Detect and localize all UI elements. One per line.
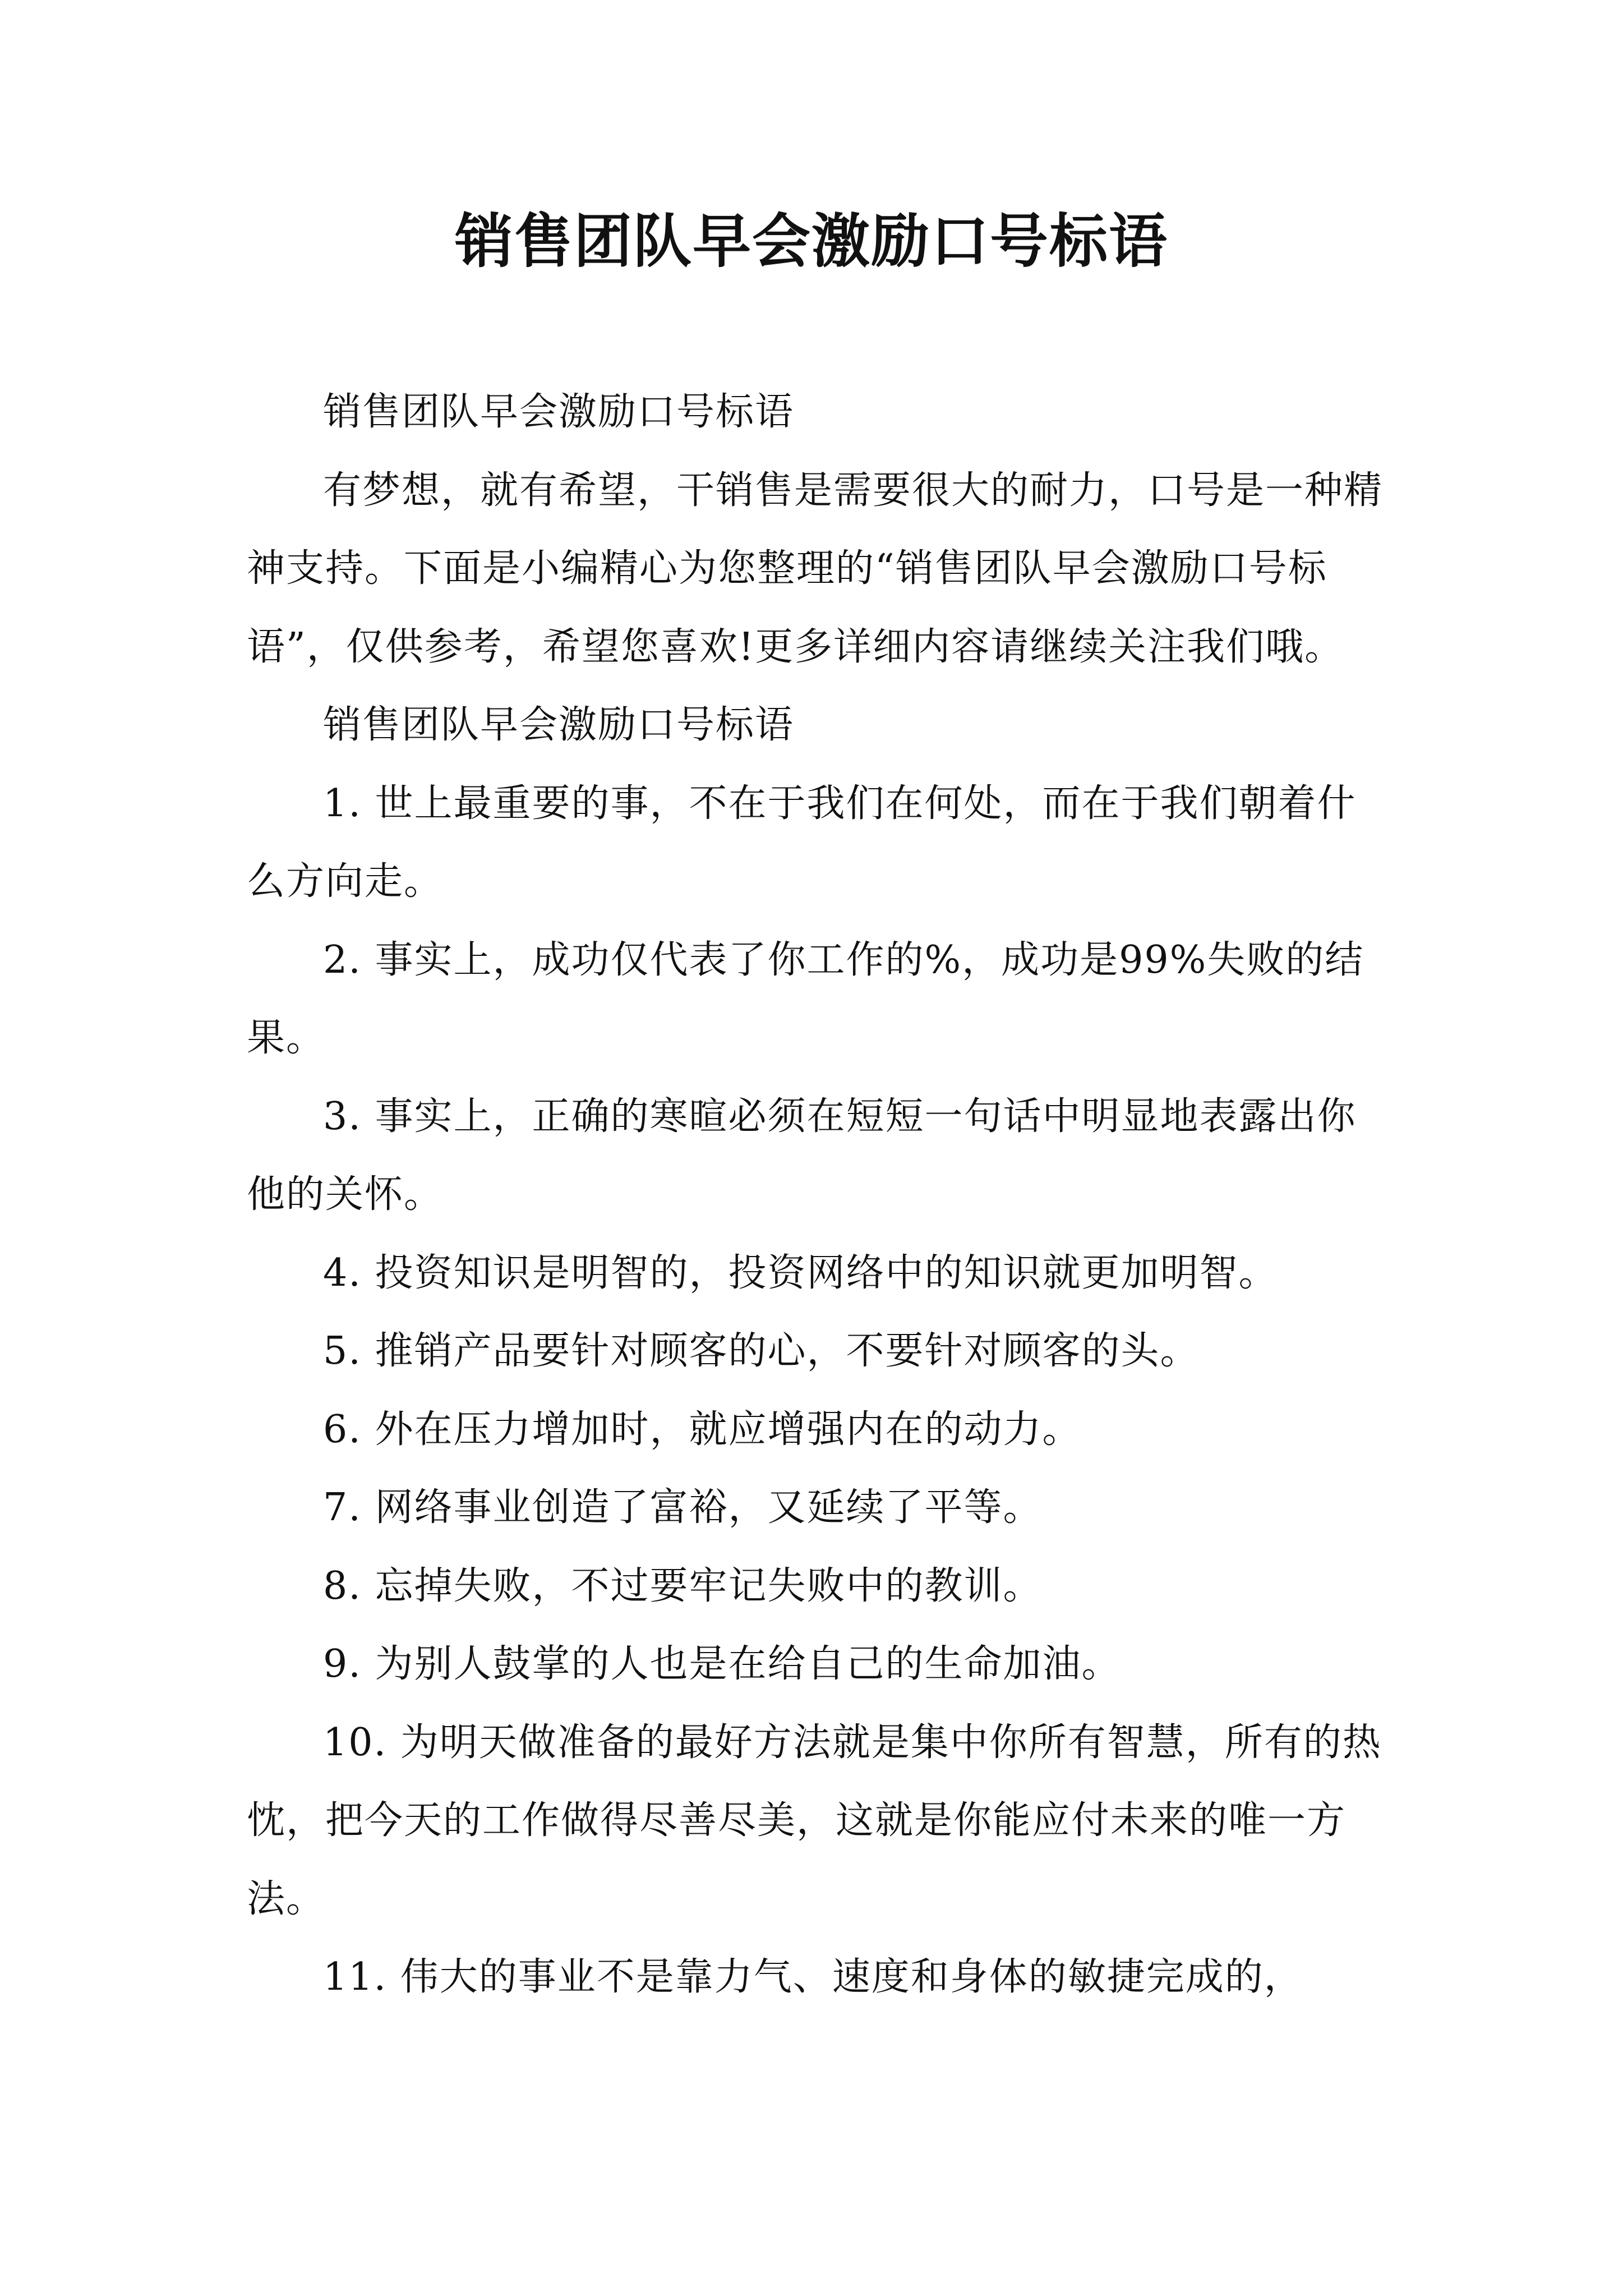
paragraph-subtitle: 销售团队早会激励口号标语 <box>323 390 795 434</box>
slogan-item-10: 10. 为明天做准备的最好方法就是集中你所有智慧，所有的热忱，把今天的工作做得尽善尽美，这就是你能应付未来的唯一方法。 <box>247 1720 1382 1921</box>
paragraph-subtitle-repeat: 销售团队早会激励口号标语 <box>323 703 795 747</box>
paragraph-intro: 有梦想，就有希望，干销售是需要很大的耐力，口号是一种精神支持。下面是小编精心为您整理的“销售团队早会激励口号标语”，仅供参考，希望您喜欢!更多详细内容请继续关注我们哦。 <box>247 468 1384 669</box>
document-title: 销售团队早会激励口号标语 <box>454 207 1168 275</box>
slogan-item-1: 1. 世上最重要的事，不在于我们在何处，而在于我们朝着什么方向走。 <box>247 781 1357 904</box>
slogan-item-8: 8. 忘掉失败，不过要牢记失败中的教训。 <box>323 1563 1043 1608</box>
slogan-item-6: 6. 外在压力增加时，就应增强内在的动力。 <box>323 1407 1082 1452</box>
slogan-item-7: 7. 网络事业创造了富裕，又延续了平等。 <box>323 1485 1043 1530</box>
slogan-item-9: 9. 为别人鼓掌的人也是在给自己的生命加油。 <box>323 1642 1121 1686</box>
slogan-item-5: 5. 推销产品要针对顾客的心，不要针对顾客的头。 <box>323 1329 1200 1373</box>
document-body <box>247 373 1391 2017</box>
slogan-item-4: 4. 投资知识是明智的，投资网络中的知识就更加明智。 <box>323 1250 1278 1295</box>
slogan-item-3: 3. 事实上，正确的寒暄必须在短短一句话中明显地表露出你他的关怀。 <box>247 1094 1357 1217</box>
slogan-item-11: 11. 伟大的事业不是靠力气、速度和身体的敏捷完成的， <box>323 1955 1303 1999</box>
slogan-item-2: 2. 事实上，成功仅代表了你工作的%，成功是99%失败的结果。 <box>247 937 1364 1060</box>
